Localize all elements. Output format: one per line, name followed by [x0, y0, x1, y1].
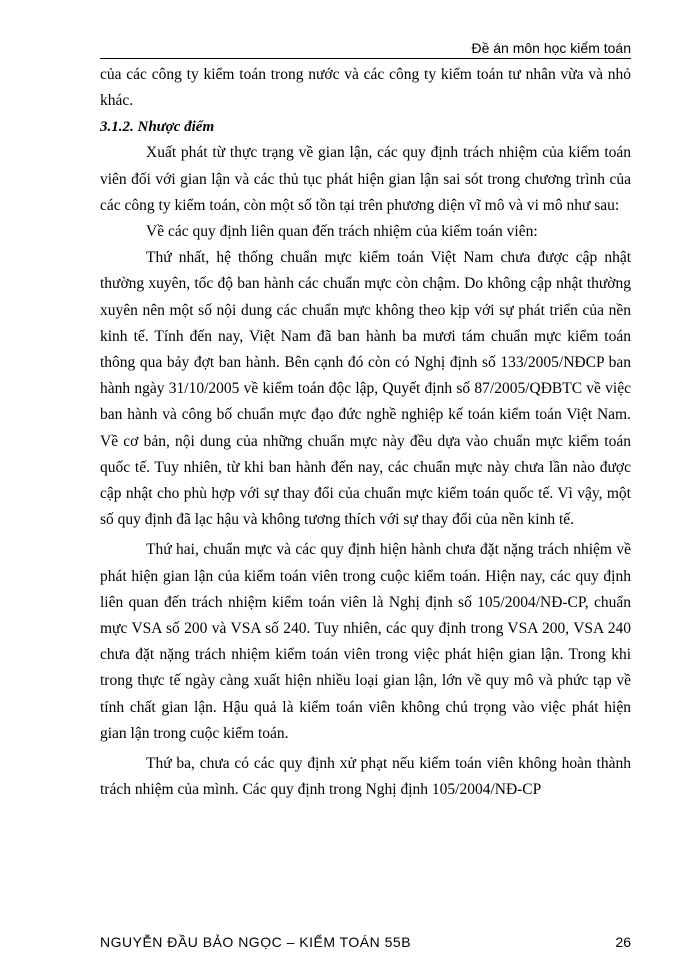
header-title: Đề án môn học kiểm toán	[471, 40, 631, 56]
paragraph-first-point: Thứ nhất, hệ thống chuẩn mực kiểm toán Việt Nam chưa được cập nhật thường xuyên, tốc độ ban hành các chuẩn mực còn chậm. Do không cập nhật thường xuyên nên một số nội dung các chuẩn mực không theo kịp với sự phát triển của nền kinh tế. Tính đến nay, Việt Nam đã ban hành ba mươi tám chuẩn mực kiểm toán thông qua bảy đợt ban hành. Bên cạnh đó còn có Nghị định số 133/2005/NĐCP ban hành ngày 31/10/2005 về kiểm toán độc lập, Quyết định số 87/2005/QĐBTC về việc ban hành và công bố chuẩn mực đạo đức nghề nghiệp kế toán kiểm toán Việt Nam. Về cơ bản, nội dung của những chuẩn mực này đều dựa vào chuẩn mực kiểm toán quốc tế. Tuy nhiên, từ khi ban hành đến nay, các chuẩn mực này chưa lần nào được cập nhật cho phù hợp với sự thay đổi của chuẩn mực kiểm toán quốc tế. Vì vậy, một số quy định đã lạc hậu và không tương thích với sự thay đổi của nền kinh tế.	[100, 249, 631, 529]
paragraph-continued: của các công ty kiểm toán trong nước và các công ty kiểm toán tư nhân vừa và nhỏ khác.	[100, 66, 631, 110]
page-header	[100, 40, 631, 59]
section-heading: 3.1.2. Nhược điểm	[100, 119, 215, 136]
paragraph-subheading: Về các quy định liên quan đến trách nhiệm của kiểm toán viên:	[146, 223, 538, 241]
paragraph-third-point: Thứ ba, chưa có các quy định xử phạt nếu kiểm toán viên không hoàn thành trách nhiệm của mình. Các quy định trong Nghị định 105/2004/NĐ-CP	[100, 755, 631, 799]
footer-author: NGUYỄN ĐẦU BẢO NGỌC – KIỂM TOÁN 55B	[100, 934, 412, 950]
paragraph-intro: Xuất phát từ thực trạng về gian lận, các quy định trách nhiệm của kiểm toán viên đối với gian lận và các thủ tục phát hiện gian lận sai sót trong chương trình của các công ty kiểm toán, còn một số tồn tại trên phương diện vĩ mô và vi mô như sau:	[100, 144, 631, 214]
paragraph-second-point: Thứ hai, chuẩn mực và các quy định hiện hành chưa đặt nặng trách nhiệm về phát hiện gian lận của kiểm toán viên trong cuộc kiểm toán. Hiện nay, các quy định liên quan đến trách nhiệm kiểm toán viên là Nghị định số 105/2004/NĐ-CP, chuẩn mực VSA số 200 và VSA số 240. Tuy nhiên, các quy định trong VSA 200, VSA 240 chưa đặt nặng trách nhiệm kiểm toán viên trong việc phát hiện gian lận. Trong khi trong thực tế ngày càng xuất hiện nhiều loại gian lận, lớn về quy mô và phức tạp về tính chất gian lận. Hậu quả là kiểm toán viên không chú trọng vào việc phát hiện gian lận trong cuộc kiểm toán.	[100, 541, 631, 742]
page-number: 26	[615, 934, 631, 950]
document-body	[100, 62, 631, 803]
